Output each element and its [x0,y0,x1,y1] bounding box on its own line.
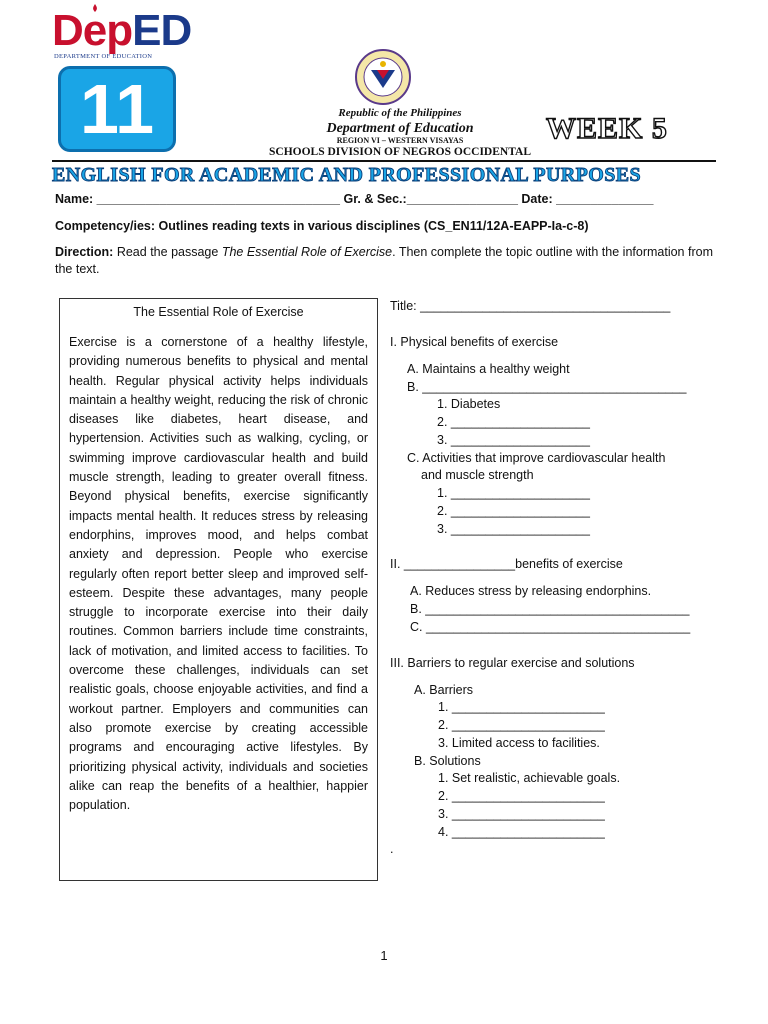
outline-trailing-dot: . [390,842,394,856]
week-label: WEEK 5 [546,112,668,145]
deped-seal-icon [354,48,412,106]
subject-title: ENGLISH FOR ACADEMIC AND PROFESSIONAL PURPOSES [52,164,642,186]
outline-i-c-cont: and muscle strength [421,468,534,482]
outline-ii-b-field[interactable]: B. ______________________________________ [410,602,690,616]
header-divider [52,160,716,162]
deped-logo [52,6,192,64]
outline-iii-b-2-field[interactable]: 2. ______________________ [438,789,605,803]
outline-iii-b: B. Solutions [414,754,481,768]
deped-wordmark: DepED [52,6,192,55]
outline-ii-c-field[interactable]: C. ______________________________________ [410,620,691,634]
outline-i-b-1: 1. Diabetes [437,397,501,411]
outline-iii-a: A. Barriers [414,683,474,697]
department-text: Department of Education [326,121,474,136]
competency-line: Competency/ies: Outlines reading texts in various disciplines (CS_EN11/12A-EAPP-Ia-c-8) [55,219,589,233]
outline-iii-a-1-field[interactable]: 1. ______________________ [438,700,605,714]
passage-box [59,298,378,881]
direction-text: Direction: Read the passage The Essential Role of Exercise. Then complete the topic outline with the information from the text. [55,245,713,276]
outline-iii-a-3: 3. Limited access to facilities. [438,736,600,750]
outline-i-b-field[interactable]: B. ______________________________________ [407,380,687,394]
outline-i-c: C. Activities that improve cardiovascular health [407,451,666,465]
outline-i-b-2-field[interactable]: 2. ____________________ [437,415,590,429]
outline-heading-ii-field[interactable]: II. ________________benefits of exercise [390,557,623,571]
outline-i-b-3-field[interactable]: 3. ____________________ [437,433,590,447]
deped-subtitle: DEPARTMENT OF EDUCATION [54,53,153,60]
outline-i-a: A. Maintains a healthy weight [407,362,570,376]
republic-text: Republic of the Philippines [338,107,462,119]
outline-heading-i: I. Physical benefits of exercise [390,335,559,349]
outline-ii-a: A. Reduces stress by releasing endorphins. [410,584,652,598]
passage-title: The Essential Role of Exercise [133,305,304,319]
region-text: REGION VI – WESTERN VISAYAS [336,136,464,145]
page-number: 1 [380,948,388,963]
division-text: SCHOOLS DIVISION OF NEGROS OCCIDENTAL [269,146,531,158]
outline-i-c-3-field[interactable]: 3. ____________________ [437,522,590,536]
passage-body: Exercise is a cornerstone of a healthy lifestyle, providing numerous benefits to physical and mental health. Regular physical activity helps individuals maintain a healthy weight, reducing the risk of chronic diseases like diabetes, heart disease, and hypertension. Activities such as walking, cycling, or swimming improve cardiovascular health and build muscle strength, leading to greater overall fitness. Beyond physical benefits, exercise significantly impacts mental health. It reduces stress by releasing endorphins, improves mood, and helps combat anxiety and depression. People who exercise regularly often report better sleep and improved self-esteem. Despite these advantages, many people struggle to incorporate exercise into their daily routines. Common barriers include time constraints, lack of motivation, and limited access to facilities. To overcome these challenges, individuals can set realistic goals, choose enjoyable activities, and find a workout partner. Employers and communities can also promote exercise by creating accessible programs and encouraging active lifestyles. By prioritizing physical activity, individuals and societies alike can reap the benefits of a healthier, happier population. [69,335,368,813]
outline-iii-b-4-field[interactable]: 4. ______________________ [438,825,605,839]
outline-i-c-1-field[interactable]: 1. ____________________ [437,486,590,500]
outline-i-c-2-field[interactable]: 2. ____________________ [437,504,590,518]
outline-iii-a-2-field[interactable]: 2. ______________________ [438,718,605,732]
student-info-line[interactable]: Name: ___________________________________ Gr. & Sec.:________________ Date: ______________ [55,192,654,206]
outline-title-field[interactable]: Title: ____________________________________ [390,299,671,313]
grade-number: 11 [80,70,154,148]
passage-title-ref: The Essential Role of Exercise [221,245,393,259]
outline-iii-b-1: 1. Set realistic, achievable goals. [438,771,621,785]
direction-label: Direction: [55,245,114,259]
grade-badge [58,66,176,152]
outline-iii-b-3-field[interactable]: 3. ______________________ [438,807,605,821]
outline-heading-iii: III. Barriers to regular exercise and solutions [390,656,635,670]
